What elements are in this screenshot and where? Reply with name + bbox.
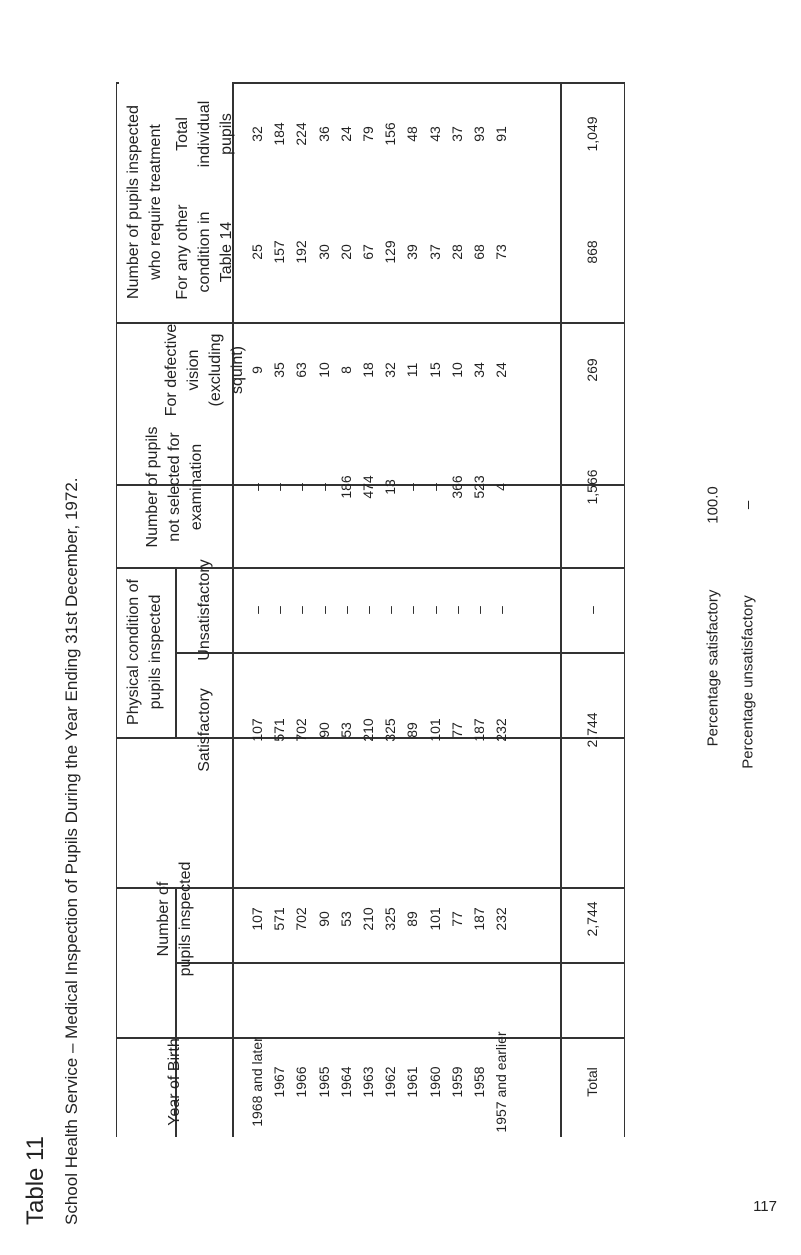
total-vision-cell: 269 xyxy=(584,358,600,382)
year-cell: 1962 xyxy=(382,1066,399,1098)
unsatisfactory-cell: – xyxy=(382,606,399,614)
vision-cell: 18 xyxy=(360,362,376,378)
satisfactory-cell: 187 xyxy=(471,718,487,742)
vision-cell: 15 xyxy=(426,362,443,378)
percentage-satisfactory-value: 100.0 xyxy=(704,486,722,524)
not_selected-cell: – xyxy=(315,483,332,491)
total-cell: 184 xyxy=(271,122,288,146)
vision-cell: 34 xyxy=(471,362,487,378)
other-condition-header: For any other condition in Table 14 xyxy=(174,204,235,300)
satisfactory-cell: 53 xyxy=(337,722,354,738)
vision-cell: 24 xyxy=(493,362,510,378)
table-heading xyxy=(22,0,102,1255)
other-cell: 28 xyxy=(448,244,465,260)
inspected-cell: 210 xyxy=(360,907,376,931)
satisfactory-cell: 571 xyxy=(271,718,288,742)
satisfactory-header: Satisfactory xyxy=(196,688,213,772)
unsatisfactory-cell: – xyxy=(315,606,332,614)
year-cell: 1966 xyxy=(293,1066,310,1098)
total-inspected-cell: 2,744 xyxy=(584,901,600,937)
percentage-satisfactory-label: Percentage satisfactory xyxy=(704,589,722,747)
unsatisfactory-cell: – xyxy=(337,606,354,614)
inspected-cell: 101 xyxy=(426,907,443,931)
other-cell: 20 xyxy=(337,244,354,260)
inspected-cell: 702 xyxy=(293,907,310,931)
year-cell: 1960 xyxy=(426,1066,443,1098)
total-cell: 32 xyxy=(249,126,265,142)
not_selected-cell: – xyxy=(404,483,421,491)
inspected-cell: 187 xyxy=(471,907,487,931)
unsatisfactory-cell: – xyxy=(293,606,310,614)
vision-cell: 9 xyxy=(249,366,265,374)
other-cell: 157 xyxy=(271,240,288,264)
unsatisfactory-cell: – xyxy=(426,606,443,614)
year-cell: 1968 and later xyxy=(249,1037,265,1127)
percentage-unsatisfactory-value: – xyxy=(739,500,757,510)
other-cell: 73 xyxy=(493,244,510,260)
table-subtitle: School Health Service – Medical Inspection of Pupils During the Year Ending 31st December, 1972. xyxy=(62,477,81,1225)
satisfactory-cell: 232 xyxy=(493,718,510,742)
year-cell: 1959 xyxy=(448,1066,465,1098)
inspected-header: Number of pupils inspected xyxy=(155,861,194,977)
total-cell: 79 xyxy=(360,126,376,142)
vision-cell: 11 xyxy=(404,362,421,378)
year-cell: 1967 xyxy=(271,1066,288,1098)
inspected-cell: 53 xyxy=(337,911,354,927)
total-cell: 36 xyxy=(315,126,332,142)
other-cell: 39 xyxy=(404,244,421,260)
unsatisfactory-cell: – xyxy=(271,606,288,614)
other-cell: 68 xyxy=(471,244,487,260)
satisfactory-cell: 107 xyxy=(249,718,265,742)
vision-cell: 32 xyxy=(382,362,399,378)
satisfactory-cell: 89 xyxy=(404,722,421,738)
total-cell: 37 xyxy=(448,126,465,142)
inspected-cell: 325 xyxy=(382,907,399,931)
total-unsatisfactory-cell: – xyxy=(584,606,600,614)
treatment-header: Number of pupils inspected who require treatment xyxy=(125,105,164,299)
total-cell: 91 xyxy=(493,126,510,142)
year-cell: 1958 xyxy=(471,1066,487,1098)
inspected-cell: 89 xyxy=(404,911,421,927)
satisfactory-cell: 702 xyxy=(293,718,310,742)
vision-cell: 63 xyxy=(293,362,310,378)
total-cell: 93 xyxy=(471,126,487,142)
percentage-unsatisfactory-label: Percentage unsatisfactory xyxy=(739,595,757,769)
satisfactory-cell: 210 xyxy=(360,718,376,742)
not_selected-cell: 366 xyxy=(448,475,465,499)
year-cell: 1964 xyxy=(337,1066,354,1098)
year-cell: 1963 xyxy=(360,1066,376,1098)
table-title: Table 11 xyxy=(22,1136,49,1225)
total-cell: 24 xyxy=(337,126,354,142)
other-cell: 67 xyxy=(360,244,376,260)
not_selected-cell: 4 xyxy=(493,483,510,491)
total-label: Total xyxy=(584,1067,600,1097)
not_selected-cell: 13 xyxy=(382,479,399,495)
unsatisfactory-cell: – xyxy=(360,606,376,614)
unsatisfactory-header: Unsatisfactory xyxy=(196,559,213,661)
other-cell: 37 xyxy=(426,244,443,260)
total-cell: 224 xyxy=(293,122,310,146)
inspected-cell: 90 xyxy=(315,911,332,927)
year-cell: 1961 xyxy=(404,1066,421,1098)
total-total-cell: 1,049 xyxy=(584,116,600,152)
physical-condition-header: Physical condition of pupils inspected xyxy=(125,579,164,725)
year-cell: 1957 and earlier xyxy=(493,1031,510,1133)
not_selected-cell: 474 xyxy=(360,475,376,499)
unsatisfactory-cell: – xyxy=(448,606,465,614)
other-cell: 129 xyxy=(382,240,399,264)
not_selected-cell: – xyxy=(271,483,288,491)
inspection-table xyxy=(116,82,625,1137)
unsatisfactory-cell: – xyxy=(493,606,510,614)
unsatisfactory-cell: – xyxy=(404,606,421,614)
unsatisfactory-cell: – xyxy=(249,606,265,614)
vision-cell: 10 xyxy=(448,362,465,378)
inspected-cell: 232 xyxy=(493,907,510,931)
page-number: 117 xyxy=(753,1198,777,1215)
other-cell: 30 xyxy=(315,244,332,260)
unsatisfactory-cell: – xyxy=(471,606,487,614)
not-selected-header: Number of pupils not selected for examination xyxy=(144,426,205,548)
year-cell: 1965 xyxy=(315,1066,332,1098)
satisfactory-cell: 90 xyxy=(315,722,332,738)
total-satisfactory-cell: 2,744 xyxy=(584,712,600,748)
not_selected-cell: – xyxy=(426,483,443,491)
total-other-cell: 868 xyxy=(584,240,600,264)
total-cell: 48 xyxy=(404,126,421,142)
year-header: Year of Birth xyxy=(166,1038,183,1126)
defective-vision-header: For defective vision (excluding squint) xyxy=(163,323,246,417)
inspected-cell: 77 xyxy=(448,911,465,927)
total-individual-header: Total individual pupils xyxy=(174,100,235,168)
not_selected-cell: 186 xyxy=(337,475,354,499)
not_selected-cell: 523 xyxy=(471,475,487,499)
vision-cell: 10 xyxy=(315,362,332,378)
total-cell: 156 xyxy=(382,122,399,146)
inspected-cell: 571 xyxy=(271,907,288,931)
total-not_selected-cell: 1,566 xyxy=(584,469,600,505)
satisfactory-cell: 77 xyxy=(448,722,465,738)
inspected-cell: 107 xyxy=(249,907,265,931)
vision-cell: 35 xyxy=(271,362,288,378)
other-cell: 25 xyxy=(249,244,265,260)
satisfactory-cell: 101 xyxy=(426,718,443,742)
satisfactory-cell: 325 xyxy=(382,718,399,742)
not_selected-cell: – xyxy=(249,483,265,491)
not_selected-cell: – xyxy=(293,483,310,491)
total-cell: 43 xyxy=(426,126,443,142)
vision-cell: 8 xyxy=(337,366,354,374)
other-cell: 192 xyxy=(293,240,310,264)
